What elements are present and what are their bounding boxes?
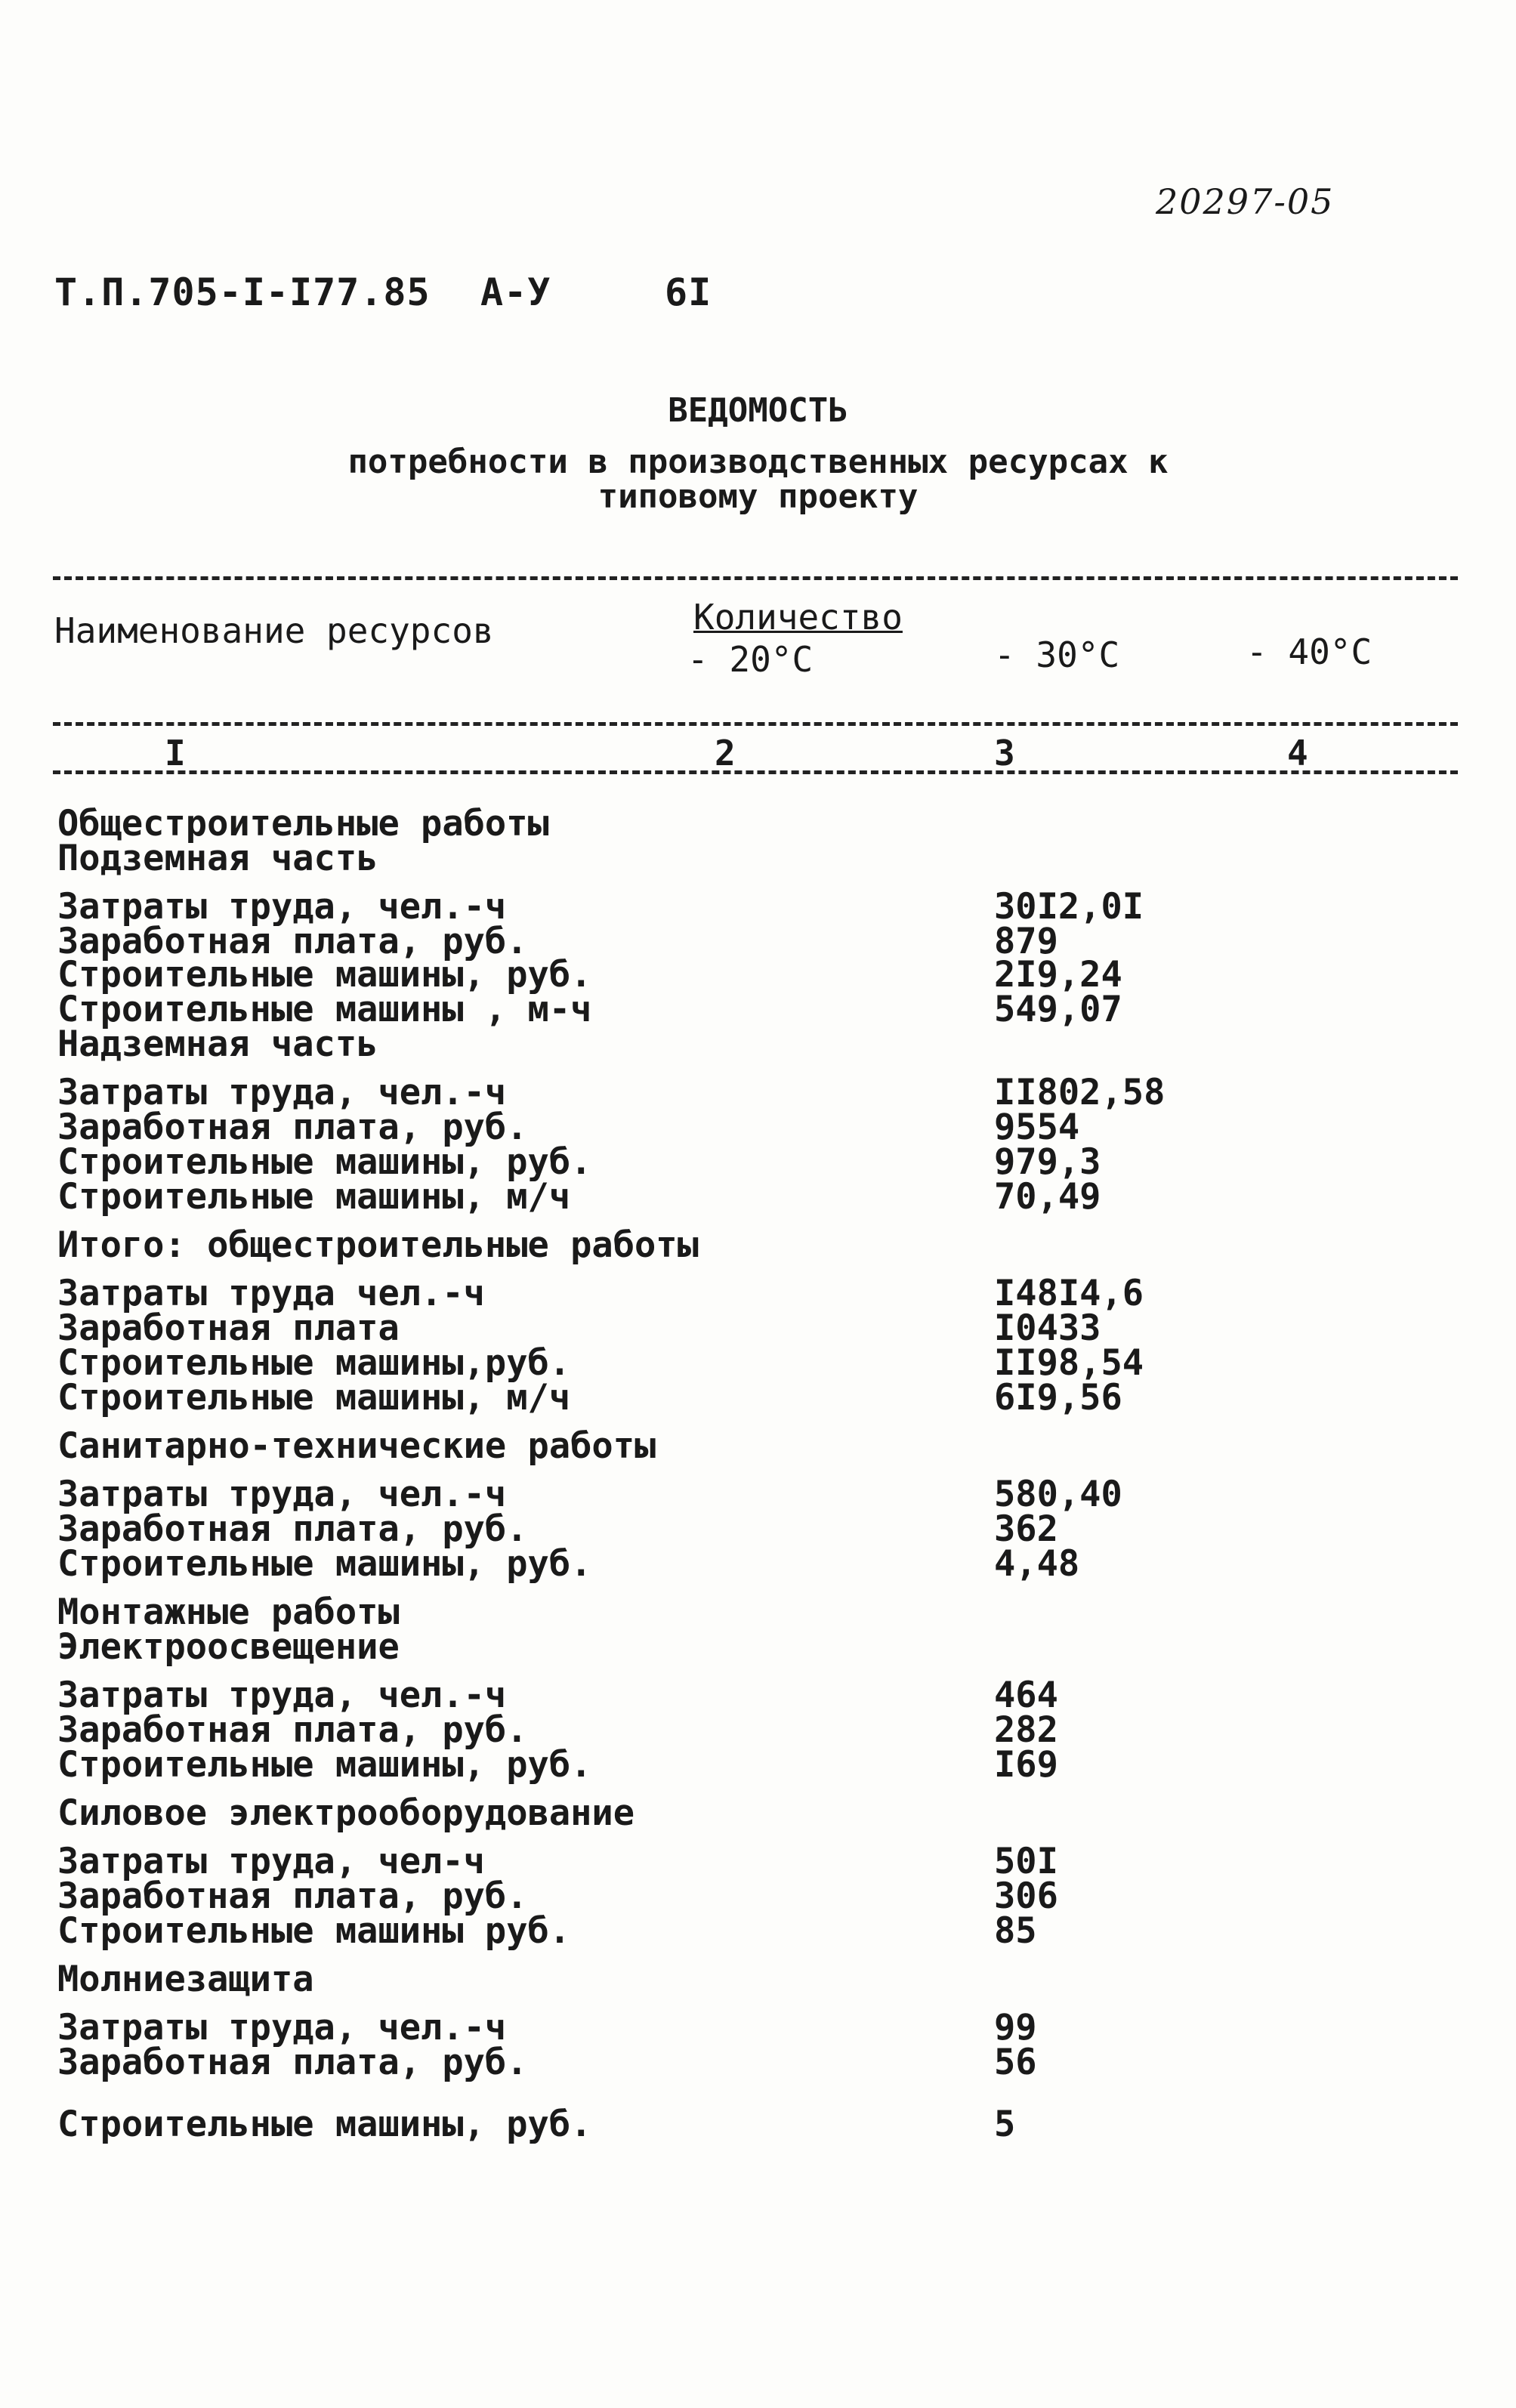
- row-label: Заработная плата, руб.: [57, 1709, 528, 1751]
- column-number-1: I: [165, 733, 186, 773]
- row-value: II98,54: [994, 1342, 1144, 1384]
- row-label: Затраты труда, чел.-ч: [57, 1675, 507, 1716]
- subtitle-line-1: потребности в производственных ресурсах к: [347, 443, 1169, 481]
- column-header-minus20: - 20°С: [687, 639, 814, 680]
- row-label: Строительные машины, м/ч: [57, 1377, 571, 1419]
- row-label: Строительные машины, руб.: [57, 954, 592, 996]
- row-label: Силовое электрооборудование: [57, 1792, 635, 1834]
- row-label: Монтажные работы: [57, 1591, 400, 1633]
- doc-code: Т.П.705-I-I77.85: [54, 270, 431, 314]
- row-label: Санитарно-технические работы: [57, 1425, 656, 1467]
- row-value: 5: [994, 2104, 1016, 2145]
- row-label: Строительные машины, руб.: [57, 1141, 592, 1183]
- row-label: Строительные машины,руб.: [57, 1342, 571, 1384]
- row-value: 4,48: [994, 1543, 1080, 1585]
- row-label: Затраты труда, чел-ч: [57, 1841, 485, 1882]
- row-value: 464: [994, 1675, 1058, 1716]
- row-label: Электроосвещение: [57, 1626, 400, 1668]
- row-label: Заработная плата, руб.: [57, 1875, 528, 1917]
- row-value: I0433: [994, 1307, 1101, 1349]
- column-header-quantity: Количество: [693, 597, 903, 638]
- header-bottom-rule: [53, 722, 1458, 726]
- row-label: Строительные машины, руб.: [57, 1744, 592, 1786]
- document-title: ВЕДОМОСТЬ: [668, 391, 848, 430]
- table-top-rule: [53, 576, 1458, 580]
- row-value: 580,40: [994, 1474, 1122, 1515]
- row-label: Строительные машины, руб.: [57, 2104, 592, 2145]
- column-number-2: 2: [715, 733, 736, 773]
- row-value: 282: [994, 1709, 1058, 1751]
- row-value: I69: [994, 1744, 1058, 1786]
- row-value: 9554: [994, 1107, 1080, 1148]
- row-label: Молниезащита: [57, 1959, 314, 2000]
- album-code: А-У: [480, 270, 551, 314]
- row-value: 56: [994, 2042, 1037, 2083]
- row-label: Подземная часть: [57, 838, 378, 879]
- column-number-4: 4: [1287, 733, 1308, 773]
- row-label: Затраты труда, чел.-ч: [57, 1072, 507, 1113]
- row-label: Заработная плата, руб.: [57, 921, 528, 962]
- column-header-name: Наименование ресурсов: [54, 610, 494, 651]
- row-label: Затраты труда, чел.-ч: [57, 886, 507, 928]
- row-value: 879: [994, 921, 1058, 962]
- row-label: Итого: общестроительные работы: [57, 1224, 699, 1266]
- row-label: Затраты труда чел.-ч: [57, 1273, 485, 1314]
- row-label: Общестроительные работы: [57, 803, 549, 844]
- column-number-3: 3: [994, 733, 1015, 773]
- row-label: Заработная плата, руб.: [57, 1107, 528, 1148]
- row-value: 99: [994, 2007, 1037, 2048]
- row-value: 306: [994, 1875, 1058, 1917]
- row-label: Строительные машины, м/ч: [57, 1176, 571, 1218]
- row-value: II802,58: [994, 1072, 1166, 1113]
- number-row-rule: [53, 770, 1458, 774]
- row-value: 2I9,24: [994, 954, 1122, 996]
- handwritten-note: 20297-05: [1156, 181, 1335, 222]
- row-value: I48I4,6: [994, 1273, 1144, 1314]
- row-label: Затраты труда, чел.-ч: [57, 1474, 507, 1515]
- row-label: Заработная плата: [57, 1307, 400, 1349]
- row-value: 362: [994, 1508, 1058, 1550]
- row-value: 70,49: [994, 1176, 1101, 1218]
- row-label: Строительные машины, руб.: [57, 1543, 592, 1585]
- row-value: 549,07: [994, 989, 1122, 1030]
- row-label: Затраты труда, чел.-ч: [57, 2007, 507, 2048]
- subtitle-line-2: типовому проекту: [597, 477, 919, 516]
- row-label: Заработная плата, руб.: [57, 1508, 528, 1550]
- page-number: 6I: [665, 270, 712, 314]
- row-label: Строительные машины руб.: [57, 1910, 571, 1952]
- row-value: 6I9,56: [994, 1377, 1122, 1419]
- column-header-minus30: - 30°С: [994, 634, 1120, 675]
- row-label: Заработная плата, руб.: [57, 2042, 528, 2083]
- row-label: Строительные машины , м-ч: [57, 989, 592, 1030]
- row-label: Надземная часть: [57, 1023, 378, 1065]
- row-value: 30I2,0I: [994, 886, 1144, 928]
- row-value: 50I: [994, 1841, 1058, 1882]
- column-header-minus40: - 40°С: [1246, 631, 1372, 672]
- row-value: 85: [994, 1910, 1037, 1952]
- row-value: 979,3: [994, 1141, 1101, 1183]
